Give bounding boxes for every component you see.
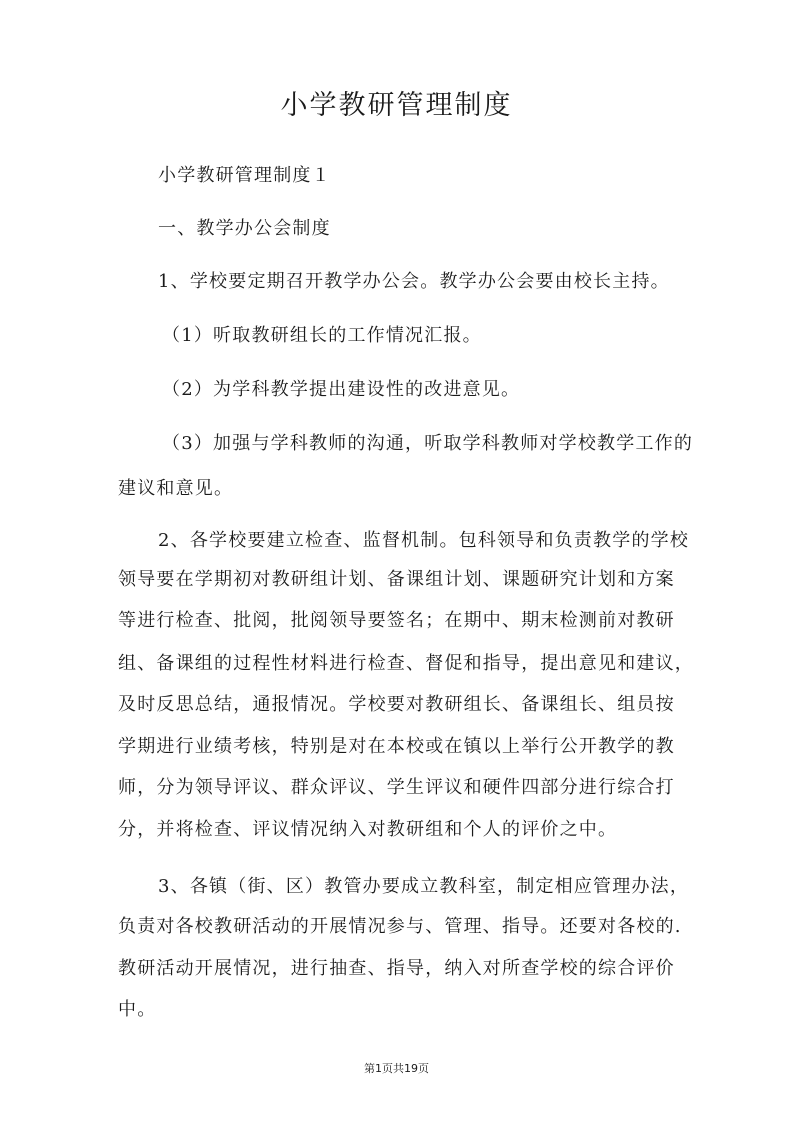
paragraph-line: 师，分为领导评议、群众评议、学生评议和硬件四部分进行综合打 <box>118 777 675 798</box>
paragraph-line: 教研活动开展情况，进行抽查、指导，纳入对所查学校的综合评价 <box>118 958 675 979</box>
paragraph-line: 分，并将检查、评议情况纳入对教研组和个人的评价之中。 <box>118 819 618 840</box>
paragraph-line: 3、各镇（街、区）教管办要成立教科室，制定相应管理办法， <box>158 876 690 897</box>
section-heading: 小学教研管理制度１ <box>158 165 331 186</box>
paragraph-line: 组、备课组的过程性材料进行检查、督促和指导，提出意见和建议， <box>118 653 694 674</box>
paragraph-line: 等进行检查、批阅，批阅领导要签名；在期中、期末检测前对教研 <box>118 610 675 631</box>
document-title: 小学教研管理制度 <box>280 90 513 121</box>
paragraph-line: 1、学校要定期召开教学办公会。教学办公会要由校长主持。 <box>158 271 670 292</box>
paragraph-line: 及时反思总结，通报情况。学校要对教研组长、备课组长、组员按 <box>118 694 675 715</box>
paragraph-line: 领导要在学期初对教研组计划、备课组计划、课题研究计划和方案 <box>118 569 675 590</box>
list-item: （2）为学科教学提出建设性的改进意见。 <box>162 379 521 400</box>
paragraph-line: 建议和意见。 <box>118 478 234 499</box>
paragraph-line: 2、各学校要建立检查、监督机制。包科领导和负责教学的学校 <box>158 530 690 551</box>
subsection-heading: 一、教学办公会制度 <box>158 218 331 239</box>
paragraph-line: 学期进行业绩考核，特别是对在本校或在镇以上举行公开教学的教 <box>118 736 675 757</box>
list-item: （3）加强与学科教师的沟通，听取学科教师对学校教学工作的 <box>162 433 694 454</box>
page-number: 第1页共19页 <box>364 1062 429 1075</box>
paragraph-line: 中。 <box>118 999 157 1020</box>
list-item: （1）听取教研组长的工作情况汇报。 <box>162 325 482 346</box>
paragraph-line: 负责对各校教研活动的开展情况参与、管理、指导。还要对各校的. <box>118 916 682 937</box>
